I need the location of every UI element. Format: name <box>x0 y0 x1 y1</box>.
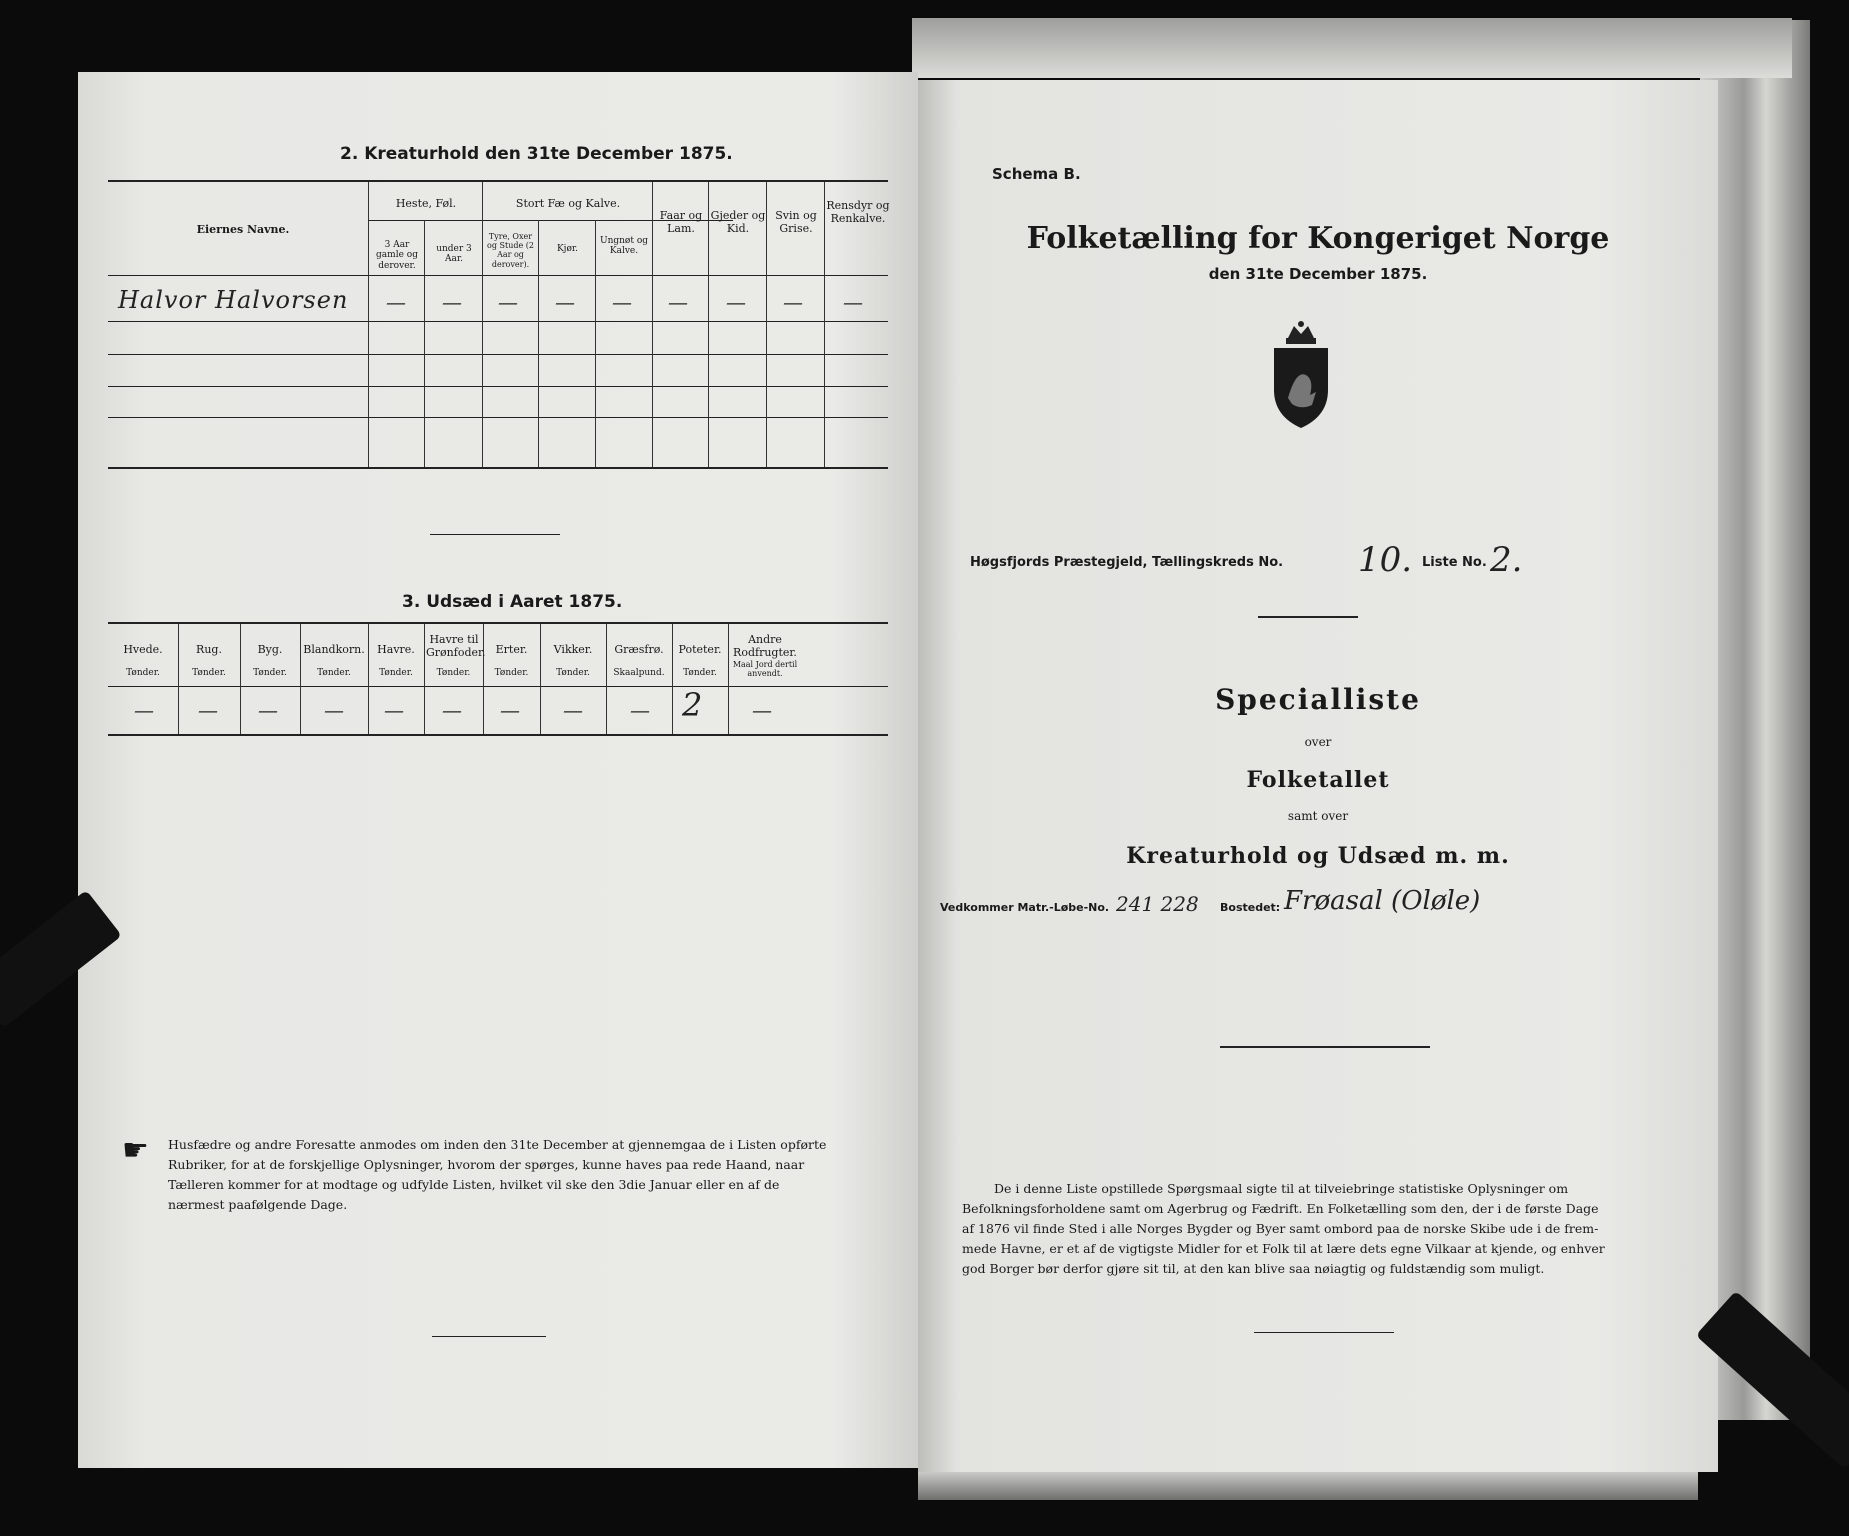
dash-cell: — <box>500 698 520 722</box>
sub-ungnot: Ungnøt og Kalve. <box>599 236 648 257</box>
unit-cell: Tønder. <box>192 668 226 678</box>
table2-row-rule <box>108 417 888 418</box>
table2-col-divider <box>595 220 596 467</box>
sub-tyre: Tyre, Oxer og Stude (2 Aar og derover). <box>487 232 534 269</box>
table3-col-divider <box>540 624 541 734</box>
sub-kjor: Kjør. <box>556 244 579 254</box>
col-vikker: Vikker. <box>553 643 593 656</box>
table3-col-divider <box>606 624 607 734</box>
dash-cell: — <box>498 290 518 314</box>
dash-cell: — <box>612 290 632 314</box>
dash-cell: — <box>726 290 746 314</box>
kreds-number: 10. <box>1358 540 1413 580</box>
info-paragraph-line: De i denne Liste opstillede Spørgsmaal sigte til at tilveiebringe statistiske Oplysninger om <box>994 1181 1569 1196</box>
unit-cell: Tønder. <box>683 668 717 678</box>
table3-col-divider <box>424 624 425 734</box>
table2-col-divider <box>708 182 709 467</box>
table2-row-rule <box>108 321 888 322</box>
info-paragraph-line: mede Havne, er et af de vigtigste Midler for et Folk til at lære dets egne Vilkaar at kjende, og enhver <box>962 1241 1605 1256</box>
dash-cell: — <box>752 698 772 722</box>
liste-label: Liste No. <box>1422 555 1487 570</box>
col-eiernes-navne: Eiernes Navne. <box>196 223 290 236</box>
dash-cell: — <box>555 290 575 314</box>
footer-rule <box>432 1336 546 1337</box>
section-divider <box>430 534 560 535</box>
dash-cell: — <box>843 290 863 314</box>
col-havre-gronfoder: Havre til Grønfoder. <box>426 633 486 659</box>
dash-cell: — <box>442 698 462 722</box>
table2-col-divider <box>652 182 653 467</box>
unit-cell: Tønder. <box>556 668 590 678</box>
sub-heste-young: under 3 Aar. <box>436 244 472 265</box>
dash-cell: — <box>134 698 154 722</box>
liste-number: 2. <box>1490 540 1523 580</box>
sub-heste-old: 3 Aar gamle og derover. <box>376 240 418 271</box>
table3-col-divider <box>178 624 179 734</box>
info-paragraph-line: Befolkningsforholdene samt om Agerbrug og Fædrift. En Folketælling som den, der i de første Dage <box>962 1201 1599 1216</box>
dash-cell: — <box>324 698 344 722</box>
col-svin: Svin og Grise. <box>775 209 817 235</box>
unit-cell: Skaalpund. <box>613 668 665 678</box>
left-page <box>78 72 918 1468</box>
table3-col-divider <box>368 624 369 734</box>
bosted-label: Bostedet: <box>1220 901 1281 914</box>
dash-cell: — <box>563 698 583 722</box>
folketallet: Folketallet <box>1246 767 1390 793</box>
table2-top-rule <box>108 180 888 182</box>
unit-cell: Tønder. <box>379 668 413 678</box>
col-erter: Erter. <box>495 643 528 656</box>
pointing-hand-icon: ☛ <box>122 1133 149 1168</box>
main-title: Folketælling for Kongeriget Norge <box>1026 221 1610 256</box>
table2-col-divider <box>538 220 539 467</box>
group-stort: Stort Fæ og Kalve. <box>515 197 621 210</box>
page-bottom-edge <box>918 1470 1698 1500</box>
info-paragraph-line: god Borger bør derfor gjøre sit til, at den kan blive saa nøiagtig og fuldstændig som muligt. <box>962 1261 1545 1276</box>
table2-row-rule <box>108 354 888 355</box>
matr-number: 241 228 <box>1116 892 1199 916</box>
table2-bottom-rule <box>108 467 888 469</box>
section3-title: 3. Udsæd i Aaret 1875. <box>402 592 623 612</box>
table3-col-divider <box>672 624 673 734</box>
table3-col-divider <box>483 624 484 734</box>
dash-cell: — <box>668 290 688 314</box>
notice-line: nærmest paafølgende Dage. <box>168 1197 348 1212</box>
table2-col-divider <box>482 182 483 467</box>
col-poteter: Poteter. <box>678 643 722 656</box>
col-hvede: Hvede. <box>123 643 163 656</box>
samt-over: samt over <box>1287 809 1349 823</box>
title-date: den 31te December 1875. <box>1208 265 1428 283</box>
dash-cell: — <box>198 698 218 722</box>
unit-cell: Tønder. <box>494 668 529 678</box>
dash-cell: — <box>258 698 278 722</box>
divider <box>1258 616 1358 618</box>
section2-title: 2. Kreaturhold den 31te December 1875. <box>340 144 733 164</box>
unit-cell: Tønder. <box>436 668 471 678</box>
page-top-edge <box>912 18 1792 78</box>
notice-line: Rubriker, for at de forskjellige Oplysninger, hvorom der spørges, kunne haves paa rede Haand, naar <box>168 1157 805 1172</box>
schema-label: Schema B. <box>992 165 1081 183</box>
table2-col-divider <box>368 182 369 467</box>
footer-rule <box>1254 1332 1394 1333</box>
divider <box>1220 1046 1430 1048</box>
info-paragraph-line: af 1876 vil finde Sted i alle Norges Bygder og Byer samt ombord paa de norske Skibe ude i de frem- <box>962 1221 1599 1236</box>
unit-cell: Maal Jord dertil anvendt. <box>732 660 798 679</box>
owner-name: Halvor Halvorsen <box>118 286 349 314</box>
col-gjeder: Gjeder og Kid. <box>710 209 766 235</box>
table2-col-divider <box>824 182 825 467</box>
table2-col-divider <box>424 220 425 467</box>
col-byg: Byg. <box>257 643 283 656</box>
col-graesfro: Græsfrø. <box>614 643 664 656</box>
table3-bottom-rule <box>108 734 888 736</box>
col-rug: Rug. <box>196 643 222 656</box>
bosted-value: Frøasal (Oløle) <box>1284 886 1481 916</box>
table3-col-divider <box>240 624 241 734</box>
col-faar: Faar og Lam. <box>659 209 703 235</box>
specialliste: Specialliste <box>1215 683 1421 716</box>
dash-cell: — <box>386 290 406 314</box>
unit-cell: Tønder. <box>126 668 160 678</box>
district-prefix: Høgsfjords Præstegjeld, Tællingskreds No. <box>970 555 1284 570</box>
norwegian-coat-of-arms-icon <box>1266 320 1336 430</box>
table3-col-divider <box>300 624 301 734</box>
dash-cell: — <box>442 290 462 314</box>
col-andre-rodfrugter: Andre Rodfrugter. <box>733 633 797 659</box>
matr-label: Vedkommer Matr.-Løbe-No. <box>940 901 1110 914</box>
over-1: over <box>1304 735 1332 749</box>
table3-top-rule <box>108 622 888 624</box>
table2-col-divider <box>766 182 767 467</box>
notice-line: Tælleren kommer for at modtage og udfylde Listen, hvilket vil ske den 3die Januar eller en af de <box>168 1177 780 1192</box>
unit-cell: Tønder. <box>253 668 287 678</box>
table3-col-divider <box>728 624 729 734</box>
table3-header-bottom-rule <box>108 686 888 687</box>
notice-line: Husfædre og andre Foresatte anmodes om inden den 31te December at gjennemgaa de i Listen opførte <box>168 1137 827 1152</box>
group-heste: Heste, Føl. <box>395 197 457 210</box>
dash-cell: — <box>630 698 650 722</box>
dash-cell: — <box>384 698 404 722</box>
table2-header-bottom-rule <box>108 275 888 276</box>
right-page <box>918 80 1718 1472</box>
col-blandkorn: Blandkorn. <box>303 643 365 656</box>
kreaturhold-heading: Kreaturhold og Udsæd m. m. <box>1126 843 1510 869</box>
poteter-value: 2 <box>682 686 703 724</box>
table2-row-rule <box>108 386 888 387</box>
unit-cell: Tønder. <box>317 668 351 678</box>
col-havre: Havre. <box>377 643 415 656</box>
col-rensdyr: Rensdyr og Renkalve. <box>826 199 890 225</box>
dash-cell: — <box>783 290 803 314</box>
